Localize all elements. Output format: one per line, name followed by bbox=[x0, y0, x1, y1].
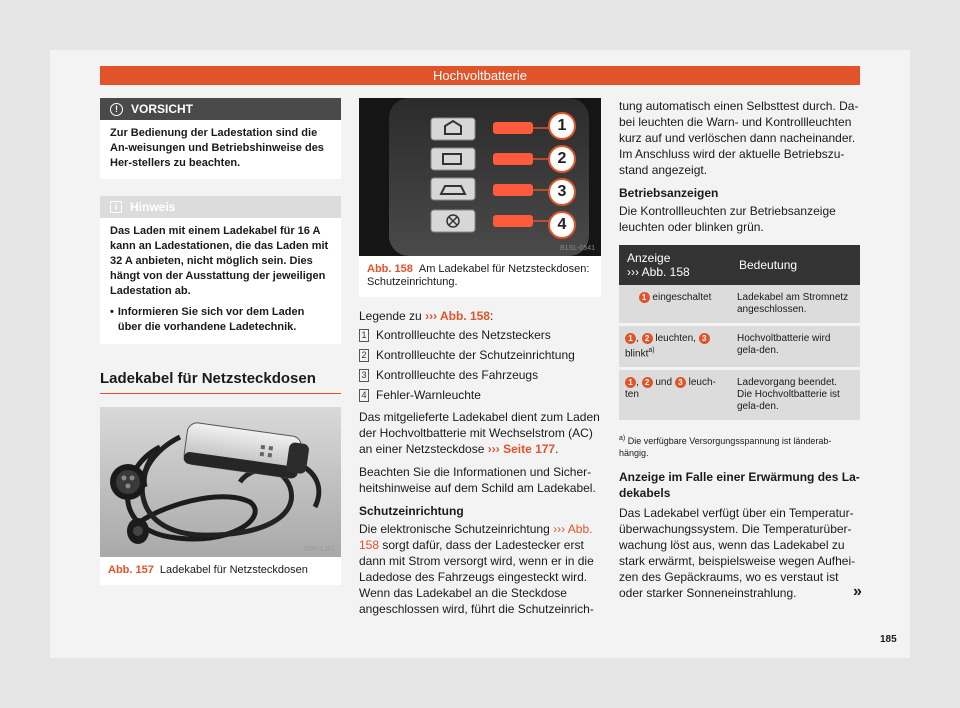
legend-text: Kontrollleuchte der Schutzeinrichtung bbox=[376, 348, 575, 362]
warming-section bbox=[619, 469, 860, 601]
table-header-meaning: Bedeutung bbox=[731, 245, 860, 285]
legend-item bbox=[359, 387, 601, 403]
hint-body bbox=[100, 218, 341, 344]
charging-cable-image bbox=[100, 407, 341, 557]
footnote-text: Die verfügbare Versorgungsspannung ist länderab-hängig. bbox=[619, 436, 832, 459]
column-right bbox=[619, 98, 860, 608]
figure-reference-link[interactable]: ››› Abb. 158 bbox=[425, 309, 490, 323]
paragraph: tung automatisch einen Selbsttest durch. Da-bei leuchten die Warn- und Kontrollleuchten kurz auf und verlöschen dann nacheinander. Im Anschluss wird der aktuelle Betriebszu-stand angezeigt. bbox=[619, 99, 859, 177]
table-row bbox=[619, 285, 860, 325]
legend-text: Kontrollleuchte des Fahrzeugs bbox=[376, 368, 539, 382]
paragraph-end: . bbox=[555, 442, 559, 456]
figure-157 bbox=[100, 407, 341, 585]
column-right-text bbox=[619, 98, 860, 235]
figure-code: B1SL-0541 bbox=[559, 245, 595, 252]
caution-header bbox=[100, 98, 341, 120]
table-cell: 1 , 2 leuchten, 3 blinkt$^{a)}$ bbox=[619, 325, 731, 369]
column-middle bbox=[359, 98, 601, 624]
figure-code: B5F-1367 bbox=[304, 546, 335, 553]
warning-icon: ! bbox=[110, 103, 123, 116]
figure-number: Abb. 157 bbox=[108, 564, 154, 576]
footnote-marker: a) bbox=[619, 435, 626, 443]
legend-item bbox=[359, 347, 601, 363]
table-row bbox=[619, 369, 860, 422]
subheading-status: Betriebsanzeigen bbox=[619, 186, 719, 200]
figure-158 bbox=[359, 98, 601, 297]
legend-number: 3 bbox=[359, 369, 369, 382]
legend-text: Fehler-Warnleuchte bbox=[376, 388, 481, 402]
legend-text: Kontrollleuchte des Netzsteckers bbox=[376, 328, 551, 342]
hint-text: Das Laden mit einem Ladekabel für 16 A kann an Ladestationen, die das Laden mit 32 A anbieten, nicht möglich sein. Dies hängt von der Ausstattung der jeweiligen Ladestation ab. bbox=[110, 225, 329, 297]
paragraph-text: Das mitgelieferte Ladekabel dient zum Laden der Hochvoltbatterie mit Wechselstrom (AC) an einer Netzsteckdose bbox=[359, 410, 600, 456]
table-header-display bbox=[619, 245, 731, 285]
footnote bbox=[619, 433, 860, 459]
paragraph bbox=[359, 409, 601, 457]
subheading-warming: Anzeige im Falle einer Erwärmung des La-dekabels bbox=[619, 470, 860, 501]
legend-item bbox=[359, 327, 601, 343]
paragraph-text: sorgt dafür, dass der Ladestecker erst dann mit Strom versorgt wird, wenn er in die Ladedose des Fahrzeugs eingesteckt wird. Wenn das Ladekabel an die Steckdose angeschlossen wird, führt die Schutzeinrich- bbox=[359, 538, 594, 616]
hint-bullet-text: Informieren Sie sich vor dem Laden über die vorhandene Ladetechnik. bbox=[117, 306, 305, 333]
figure-reference-link[interactable]: ››› Abb. 158 bbox=[359, 522, 593, 552]
legend-colon: : bbox=[489, 309, 494, 323]
page-number: 185 bbox=[880, 634, 897, 645]
caution-title: VORSICHT bbox=[131, 102, 194, 116]
table-cell-text: und bbox=[655, 377, 673, 389]
column-left bbox=[100, 98, 341, 585]
table-cell: Hochvoltbatterie wird gela-den. bbox=[731, 325, 860, 369]
section-title: Ladekabel für Netzsteckdosen bbox=[100, 370, 341, 394]
paragraph: Die Kontrollleuchten zur Betriebsanzeige leuchten oder blinken grün. bbox=[619, 204, 836, 234]
info-icon: i bbox=[110, 201, 122, 213]
figure-caption bbox=[100, 557, 341, 585]
bullet-icon: • bbox=[110, 306, 114, 318]
light-number: 2 bbox=[642, 377, 653, 388]
table-cell: 1 , 2 und 3 leuch-ten bbox=[619, 369, 731, 422]
caution-text: Zur Bedienung der Ladestation sind die An-weisungen und Betriebshinweise des Her-stellers zu beachten. bbox=[110, 127, 324, 169]
table-cell-text: leuchten, bbox=[655, 333, 696, 344]
legend-number: 1 bbox=[359, 329, 369, 342]
column-middle-text bbox=[359, 308, 601, 617]
light-number: 3 bbox=[699, 333, 710, 344]
paragraph-text: Die elektronische Schutzeinrichtung bbox=[359, 522, 550, 536]
figure-caption bbox=[359, 256, 601, 297]
paragraph: Beachten Sie die Informationen und Sicher-heitshinweise auf dem Schild am Ladekabel. bbox=[359, 465, 596, 495]
legend-number: 2 bbox=[359, 349, 369, 362]
table-row bbox=[619, 325, 860, 369]
status-table bbox=[619, 245, 860, 423]
paragraph bbox=[359, 521, 601, 617]
light-number: 1 bbox=[625, 333, 636, 344]
protection-device-image bbox=[359, 98, 601, 256]
table-cell: Ladekabel am Stromnetz angeschlossen. bbox=[731, 285, 860, 325]
hint-bullet bbox=[110, 305, 331, 335]
hint-box bbox=[100, 196, 341, 344]
light-number: 1 bbox=[625, 377, 636, 388]
table-header-text: Anzeige bbox=[627, 251, 671, 265]
figure-caption-text: Ladekabel für Netzsteckdosen bbox=[159, 564, 308, 576]
table-cell bbox=[619, 285, 731, 325]
figure-caption-text: Am Ladekabel für Netzsteckdosen: Schutzeinrichtung. bbox=[367, 263, 590, 288]
table-header-row bbox=[619, 245, 860, 285]
continue-marker: » bbox=[853, 583, 862, 600]
charging-cable-illustration bbox=[100, 407, 341, 557]
footnote-marker: a) bbox=[648, 347, 655, 354]
callout-4: 4 bbox=[557, 216, 567, 233]
legend-intro-text: Legende zu bbox=[359, 309, 422, 323]
figure-number: Abb. 158 bbox=[367, 263, 413, 275]
light-number: 3 bbox=[675, 377, 686, 388]
legend-intro bbox=[359, 308, 601, 324]
hint-title: Hinweis bbox=[130, 200, 176, 214]
callout-3: 3 bbox=[557, 183, 567, 200]
page-reference-link[interactable]: ››› Seite 177 bbox=[487, 442, 556, 456]
table-cell-text: blinkt bbox=[625, 348, 649, 360]
chapter-header: Hochvoltbatterie bbox=[100, 66, 860, 85]
light-number: 2 bbox=[642, 333, 653, 344]
subheading-protection: Schutzeinrichtung bbox=[359, 504, 464, 518]
callout-2: 2 bbox=[557, 150, 567, 167]
table-header-ref: ››› Abb. 158 bbox=[627, 265, 690, 279]
light-number: 1 bbox=[639, 292, 650, 303]
callout-1: 1 bbox=[557, 117, 567, 134]
caution-box bbox=[100, 98, 341, 179]
legend-item bbox=[359, 367, 601, 383]
table-cell: Ladevorgang beendet. Die Hochvoltbatterie ist gela-den. bbox=[731, 369, 860, 422]
paragraph: Das Ladekabel verfügt über ein Temperatur-überwachungssystem. Die Temperaturüber-wachung löst aus, wenn das Ladekabel zu stark erwärmt, beispielsweise wegen Aufhei-zen des Gepäckraums, wo es verstaut ist oder starker Sonneneinstrahlung. bbox=[619, 506, 856, 601]
table-cell-text: eingeschaltet bbox=[652, 292, 712, 303]
table-cell-text: leuch-ten bbox=[625, 377, 716, 401]
legend-number: 4 bbox=[359, 389, 369, 402]
hint-header bbox=[100, 196, 341, 218]
